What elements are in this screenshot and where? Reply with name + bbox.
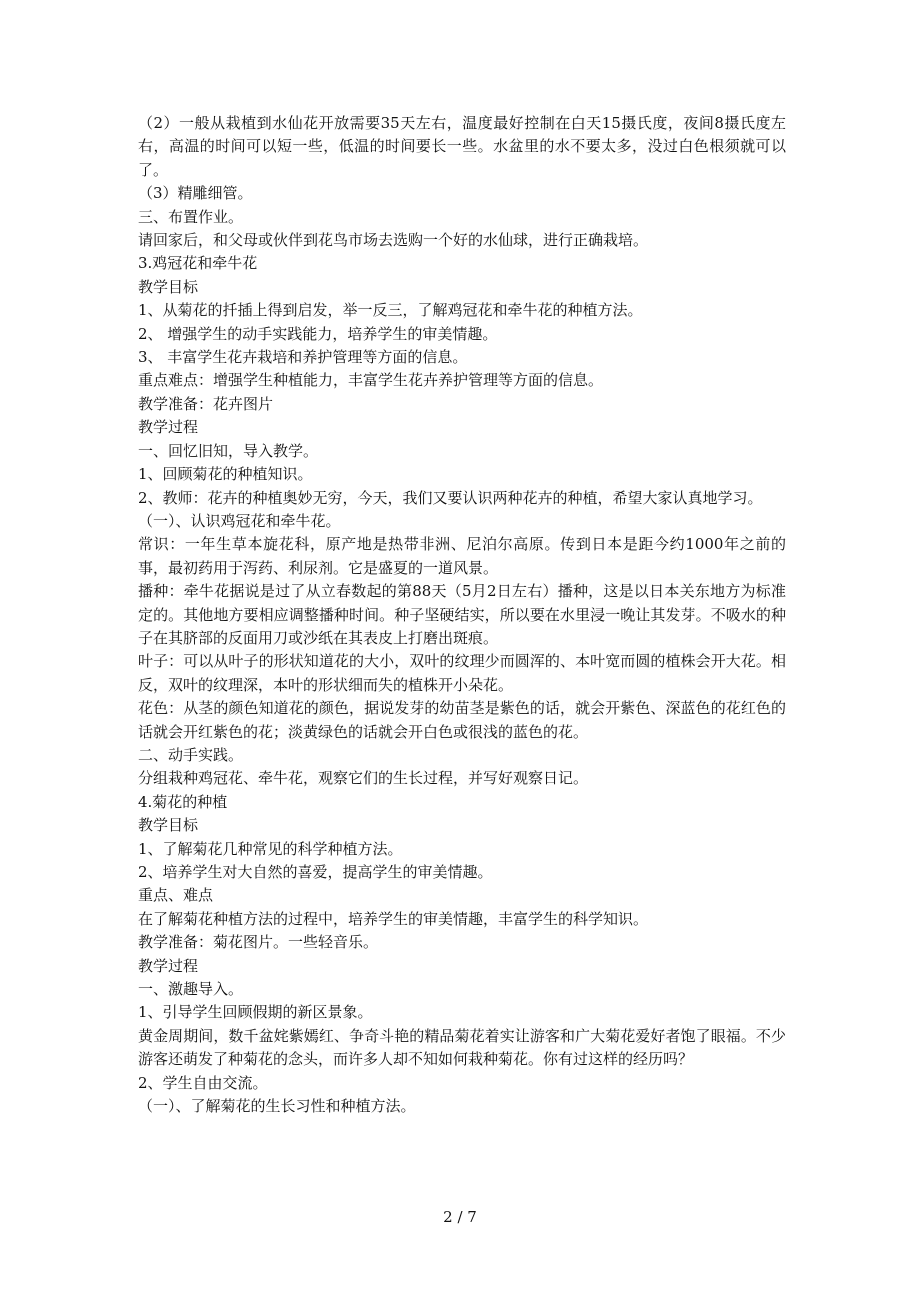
list-item: 1、了解菊花几种常见的科学种植方法。	[138, 839, 403, 858]
list-item: 1、从菊花的扦插上得到启发，举一反三，了解鸡冠花和牵牛花的种植方法。	[138, 301, 643, 320]
section-title: 4.菊花的种植	[138, 792, 228, 811]
list-item: 2、学生自由交流。	[138, 1073, 268, 1092]
page-number: 2 / 7	[443, 1208, 477, 1226]
paragraph: 播种：牵牛花据说是过了从立春数起的第88天（5月2日左右）播种，这是以日本关东地方为标准定的。其他地方要相应调整播种时间。种子坚硬结实，所以要在水里浸一晚让其发芽。不吸水的种子在其脐部的反面用刀或沙纸在其表皮上打磨出斑痕。	[138, 582, 786, 647]
paragraph: 黄金周期间，数千盆姹紫嫣红、争奇斗艳的精品菊花着实让游客和广大菊花爱好者饱了眼福。不少游客还萌发了种菊花的念头，而许多人却不知如何栽种菊花。你有过这样的经历吗？	[138, 1026, 786, 1069]
paragraph: 教学准备：菊花图片。一些轻音乐。	[138, 933, 379, 952]
paragraph: 教学准备：花卉图片	[138, 394, 274, 413]
heading: 教学过程	[138, 956, 199, 975]
paragraph: 叶子：可以从叶子的形状知道花的大小，双叶的纹理少而圆浑的、本叶宽而圆的植株会开大花。相反，双叶的纹理深，本叶的形状细而失的植株开小朵花。	[138, 652, 786, 694]
paragraph: 重点难点：增强学生种植能力，丰富学生花卉养护管理等方面的信息。	[138, 371, 604, 390]
section-title: 3.鸡冠花和牵牛花	[138, 254, 258, 273]
paragraph: （3）精雕细管。	[138, 184, 253, 203]
heading: 一、激趣导入。	[138, 980, 244, 999]
heading: 教学过程	[138, 418, 199, 437]
heading: 一、回忆旧知，导入教学。	[138, 441, 319, 460]
heading: 教学目标	[138, 277, 199, 296]
list-item: 2、培养学生对大自然的喜爱，提高学生的审美情趣。	[138, 863, 493, 881]
document-body	[138, 112, 786, 1118]
list-item: 2、教师：花卉的种植奥妙无穷，今天，我们又要认识两种花卉的种植，希望大家认真地学习。	[138, 488, 763, 507]
heading: （一）、了解菊花的生长习性和种植方法。	[138, 1097, 416, 1116]
paragraph: 请回家后，和父母或伙伴到花鸟市场去选购一个好的水仙球，进行正确栽培。	[138, 231, 649, 250]
heading: 三、布置作业。	[138, 207, 244, 226]
heading: （一）、认识鸡冠花和牵牛花。	[138, 511, 341, 530]
paragraph: （2）一般从栽植到水仙花开放需要35天左右，温度最好控制在白天15摄氏度，夜间8摄氏度左右，高温的时间可以短一些，低温的时间要长一些。水盆里的水不要太多，没过白色根须就可以了。	[138, 114, 786, 179]
paragraph: 在了解菊花种植方法的过程中，培养学生的审美情趣，丰富学生的科学知识。	[138, 909, 649, 928]
heading: 二、动手实践。	[138, 745, 244, 764]
list-item: 1、引导学生回顾假期的新区景象。	[138, 1003, 373, 1022]
paragraph: 花色：从茎的颜色知道花的颜色，据说发芽的幼苗茎是紫色的话，就会开紫色、深蓝色的花红色的话就会开红紫色的花；淡黄绿色的话就会开白色或很浅的蓝色的花。	[138, 699, 786, 741]
list-item: 1、回顾菊花的种植知识。	[138, 465, 313, 484]
heading: 重点、难点	[138, 886, 214, 905]
paragraph: 分组栽种鸡冠花、牵牛花，观察它们的生长过程，并写好观察日记。	[138, 769, 589, 788]
heading: 教学目标	[138, 816, 199, 835]
list-item: 3、 丰富学生花卉栽培和养护管理等方面的信息。	[138, 348, 468, 367]
paragraph: 常识：一年生草本旋花科，原产地是热带非洲、尼泊尔高原。传到日本是距今约1000年之前的事，最初药用于泻药、利尿剂。它是盛夏的一道风景。	[138, 535, 786, 577]
list-item: 2、 增强学生的动手实践能力，培养学生的审美情趣。	[138, 324, 498, 343]
